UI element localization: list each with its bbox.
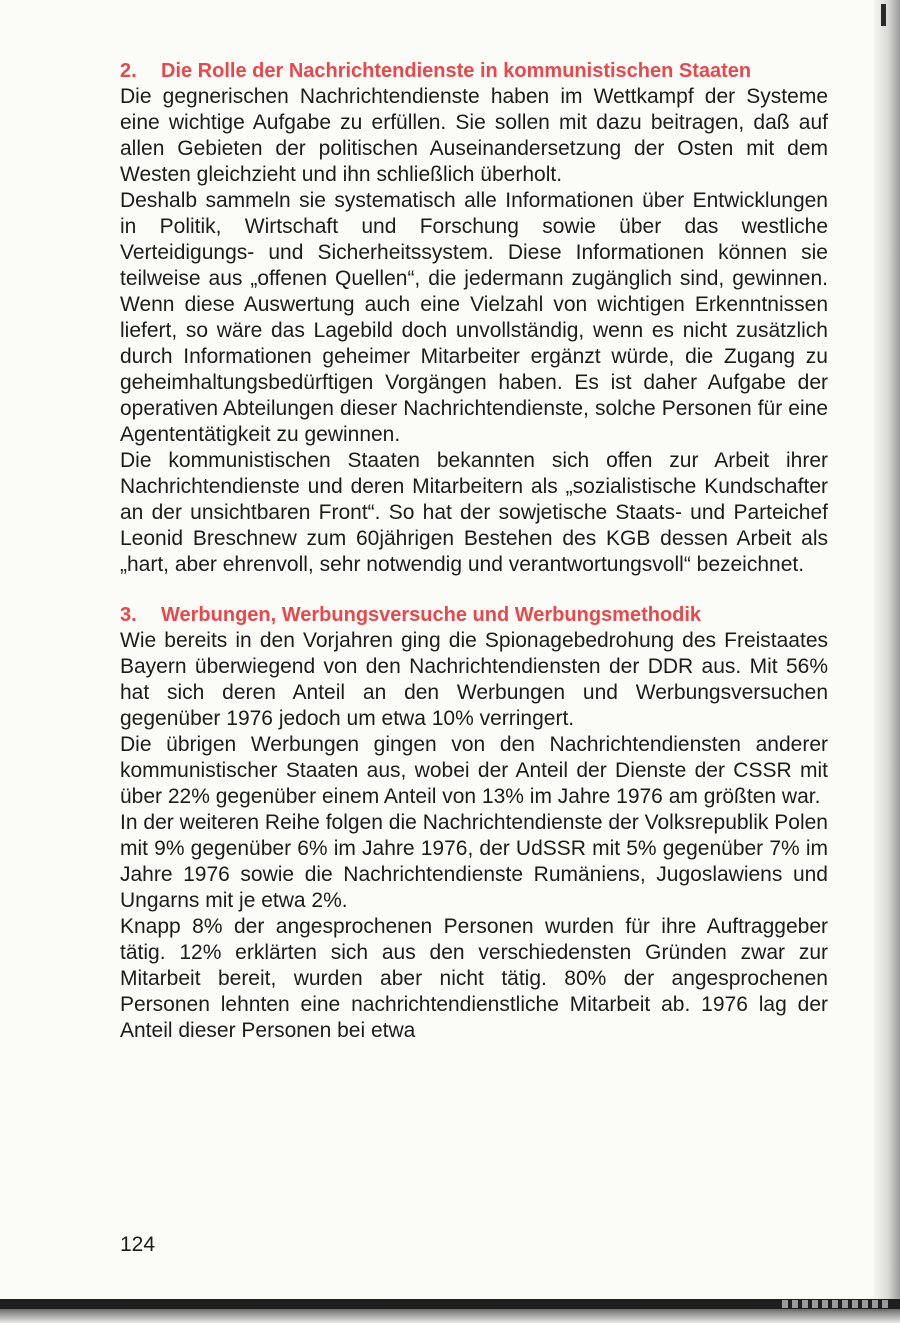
section-2-paragraph: Die kommunistischen Staaten bekannten sich offen zur Arbeit ihrer Nachrichtendienste und deren Mitarbeitern als „sozialistische Kundschafter an der unsichtbaren Front“. So hat der sowjetische Staats- und Parteichef Leonid Breschnew zum 60jährigen Bestehen des KGB dessen Arbeit als „hart, aber ehrenvoll, sehr notwendig und verantwortungsvoll“ bezeichnet. [120, 449, 828, 576]
section-3-title: Werbungen, Werbungsversuche und Werbungsmethodik [161, 604, 702, 626]
scan-mark [881, 4, 886, 26]
page-content [120, 58, 828, 1044]
section-2-number: 2. [120, 60, 137, 82]
bottom-edge-shade [0, 1309, 900, 1323]
section-3-heading [120, 602, 828, 628]
bottom-edge-bar [0, 1299, 900, 1309]
page-edge-shadow [874, 0, 900, 1323]
section-3-paragraph: Wie bereits in den Vorjahren ging die Spionagebedrohung des Freistaates Bayern überwiegend von den Nachrichtendiensten der DDR aus. Mit 56% hat sich deren Anteil an den Werbungen und Werbungsversuchen gegenüber 1976 jedoch um etwa 10% verringert. [120, 629, 828, 730]
section-2-paragraph: Deshalb sammeln sie systematisch alle Informationen über Entwicklungen in Politik, Wirtschaft und Forschung sowie über das westliche Verteidigungs- und Sicherheitssystem. Diese Informationen können sie teilweise aus „offenen Quellen“, die jedermann zugänglich sind, gewinnen. Wenn diese Auswertung auch eine Vielzahl von wichtigen Erkenntnissen liefert, so wäre das Lagebild doch unvollständig, wenn es nicht zusätzlich durch Informationen geheimer Mitarbeiter ergänzt würde, die Zugang zu geheimhaltungsbedürftigen Vorgängen haben. Es ist daher Aufgabe der operativen Abteilungen dieser Nachrichtendienste, solche Personen für eine Agententätigkeit zu gewinnen. [120, 189, 828, 446]
section-2-title: Die Rolle der Nachrichtendienste in kommunistischen Staaten [161, 60, 752, 82]
section-3-paragraph: In der weiteren Reihe folgen die Nachrichtendienste der Volksrepublik Polen mit 9% gegenüber 6% im Jahre 1976, der UdSSR mit 5% gegenüber 7% im Jahre 1976 sowie die Nachrichtendienste Rumäniens, Jugoslawiens und Ungarns mit je etwa 2%. [120, 811, 828, 912]
section-spacer [120, 578, 828, 602]
section-3-paragraph: Die übrigen Werbungen gingen von den Nachrichtendiensten anderer kommunistischer Staaten aus, wobei der Anteil der Dienste der CSSR mit über 22% gegenüber einem Anteil von 13% im Jahre 1976 am größten war. [120, 733, 828, 808]
section-2-heading [120, 58, 828, 84]
section-2-paragraph: Die gegnerischen Nachrichtendienste haben im Wettkampf der Systeme eine wichtige Aufgabe zu erfüllen. Sie sollen mit dazu beitragen, daß auf allen Gebieten der politischen Auseinandersetzung der Osten mit dem Westen gleichzieht und ihn schließlich überholt. [120, 85, 828, 186]
bottom-edge-marks [782, 1300, 892, 1308]
section-3-number: 3. [120, 604, 137, 626]
page-number: 124 [120, 1233, 156, 1256]
section-3-paragraph: Knapp 8% der angesprochenen Personen wurden für ihre Auftraggeber tätig. 12% erklärten sich aus den verschiedensten Gründen zwar zur Mitarbeit bereit, wurden aber nicht tätig. 80% der angesprochenen Personen lehnten eine nachrichtendienstliche Mitarbeit ab. 1976 lag der Anteil dieser Personen bei etwa [120, 915, 828, 1042]
